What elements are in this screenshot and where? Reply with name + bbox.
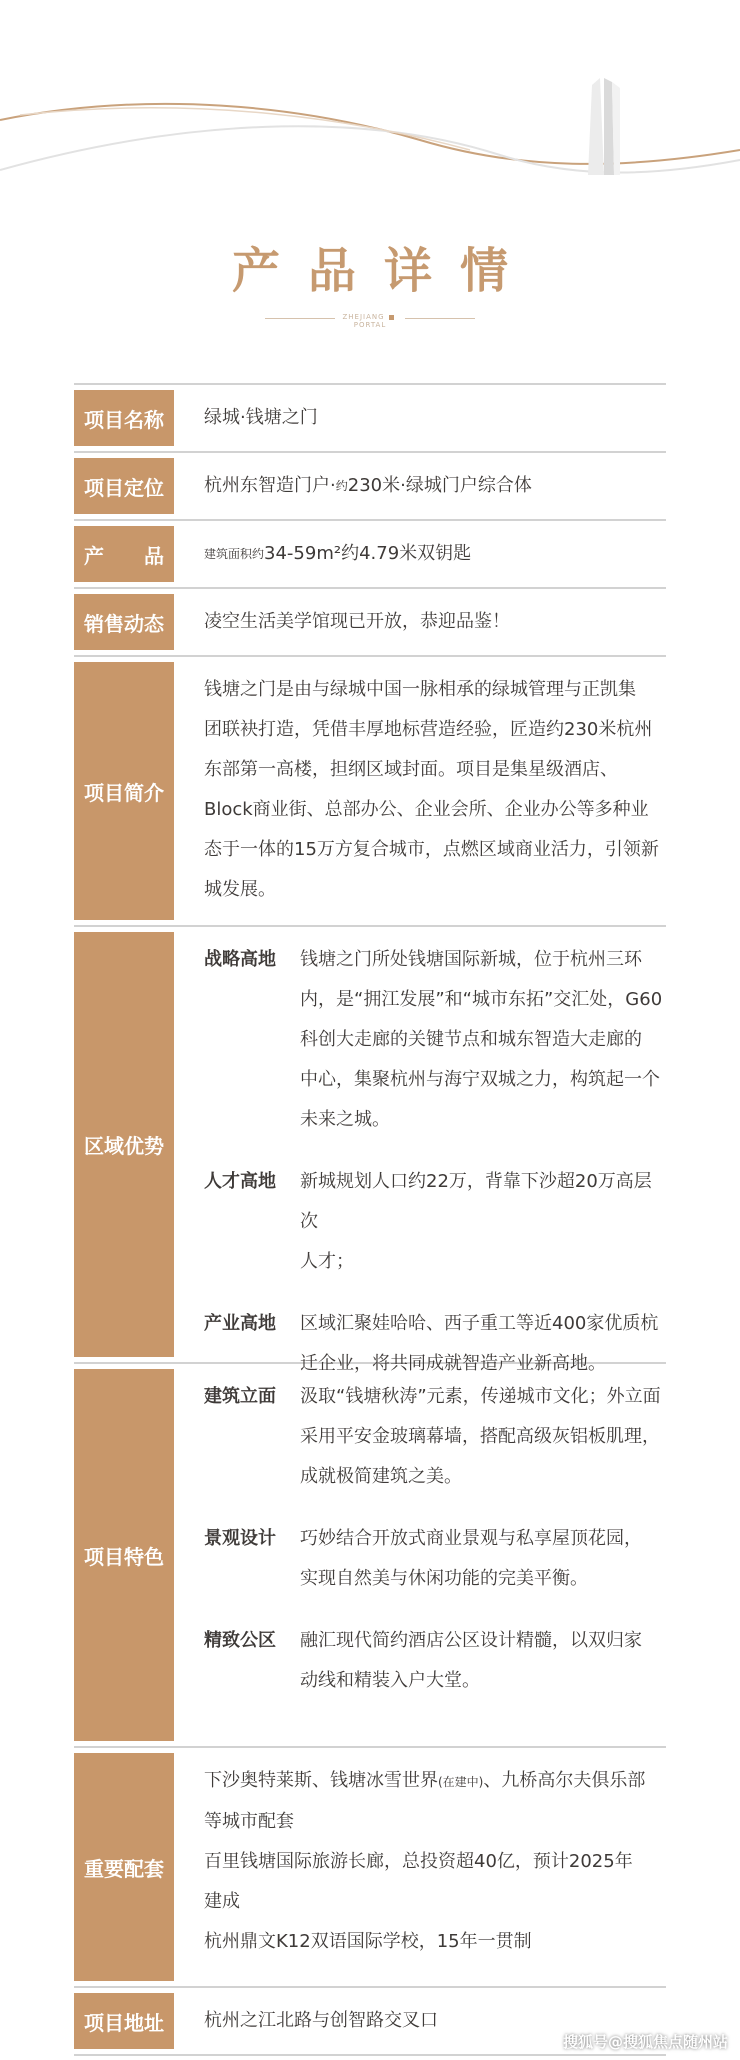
row-label: 区域优势	[74, 932, 174, 1357]
detail-table	[74, 383, 666, 2056]
page-title: 产品详情	[231, 243, 536, 299]
row-project-position	[74, 458, 666, 514]
row-value: 钱塘之门是由与绿城中国一脉相承的绿城管理与正凯集 团联袂打造，凭借丰厚地标营造经验，匠造约230米杭州 东部第一高楼，担纲区域封面。项目是集星级酒店、 Block商业街、总部办公、企业会所、企业办公等多种业 态于一体的15万方复合城市，点燃区域商业活力，引领新 城发展。	[204, 679, 659, 900]
row-label: 项目简介	[74, 662, 174, 920]
divider-text-left: ZHEJIANG	[342, 313, 385, 321]
row-value	[174, 932, 666, 1374]
row-value: 下沙奥特莱斯、钱塘冰雪世界(在建中)、九桥高尔夫俱乐部 等城市配套 百里钱塘国际旅游长廊，总投资超40亿，预计2025年 建成 杭州鼎文K12双语国际学校，15年一贯制	[204, 1770, 646, 1952]
row-label: 产 品	[74, 526, 174, 582]
region-item: 产业高地 区域汇聚娃哈哈、西子重工等近400家优质杭 迁企业，将共同成就智造产业新高地。	[204, 1313, 659, 1374]
title-divider	[265, 312, 475, 329]
curve-line-2	[0, 126, 740, 172]
row-product	[74, 526, 666, 582]
watermark: 搜狐号@搜狐焦点随州站	[562, 2033, 728, 2051]
region-item: 战略高地 钱塘之门所处钱塘国际新城，位于杭州三环 内，是“拥江发展”和“城市东拓”交汇处，G60 科创大走廊的关键节点和城东智造大走廊的 中心，集聚杭州与海宁双城之力，构筑起一个 未来之城。	[204, 949, 663, 1130]
tower-icon	[588, 78, 620, 175]
row-region-advantage	[74, 932, 666, 1374]
header-decoration	[0, 0, 740, 220]
row-label: 项目名称	[74, 390, 174, 446]
curve-line-3	[20, 108, 470, 150]
divider-text-right: PORTAL	[353, 321, 387, 329]
row-value	[174, 1369, 666, 1741]
feature-item: 精致公区 融汇现代简约酒店公区设计精髓，以双归家 动线和精装入户大堂。	[204, 1630, 642, 1691]
row-value: 杭州之江北路与创智路交叉口	[204, 2010, 438, 2031]
row-project-intro	[74, 662, 666, 920]
feature-item: 景观设计 巧妙结合开放式商业景观与私享屋顶花园， 实现自然美与休闲功能的完美平衡。	[204, 1528, 642, 1589]
row-value: 凌空生活美学馆现已开放，恭迎品鉴！	[204, 611, 510, 632]
row-label: 项目特色	[74, 1369, 174, 1741]
row-project-name	[74, 390, 666, 446]
row-label: 项目地址	[74, 1993, 174, 2049]
row-value: 杭州东智造门户· 约 230米·绿城门户综合体	[204, 475, 532, 496]
row-value: 绿城·钱塘之门	[204, 407, 318, 428]
row-label: 项目定位	[74, 458, 174, 514]
row-value: 建筑面积约 34-59m²约4.79米双钥匙	[204, 543, 472, 564]
row-sales-status	[74, 594, 666, 650]
curve-line-1	[0, 104, 740, 164]
region-item: 人才高地 新城规划人口约22万，背靠下沙超20万高层次 人才；	[204, 1171, 652, 1272]
feature-item: 建筑立面 汲取“钱塘秋涛”元素，传递城市文化；外立面 采用平安金玻璃幕墙，搭配高级灰铝板肌理， 成就极简建筑之美。	[204, 1386, 661, 1487]
row-label: 销售动态	[74, 594, 174, 650]
row-key-facilities	[74, 1753, 666, 1981]
row-project-features	[74, 1369, 666, 1741]
row-label: 重要配套	[74, 1753, 174, 1981]
